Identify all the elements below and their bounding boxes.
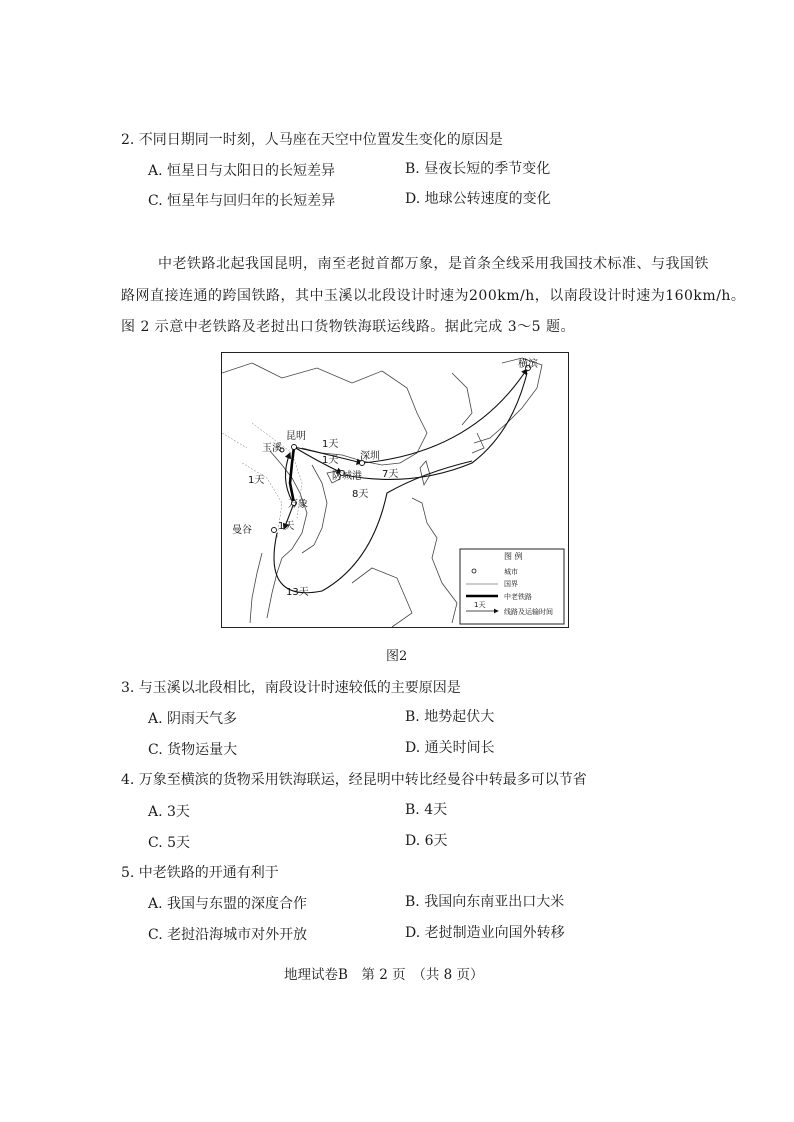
time-kunming-shenzhen: 1天 — [322, 439, 339, 450]
question-5-option-d: D. 老挝制造业向国外转移 — [405, 925, 565, 941]
kyushu — [472, 433, 484, 453]
label-yokohama: 横滨 — [518, 359, 538, 370]
legend-border: 国界 — [504, 580, 518, 588]
question-5-option-c: C. 老挝沿海城市对外开放 — [148, 927, 308, 943]
route-fangchenggang-yokohama — [344, 373, 527, 479]
page-footer: 地理试卷B 第 2 页 （共 8 页） — [284, 967, 484, 983]
label-fangchenggang: 防城港 — [332, 471, 362, 482]
question-4-option-a: A. 3天 — [148, 804, 190, 820]
question-3-option-d: D. 通关时间长 — [405, 740, 495, 756]
city-marker-kunming — [292, 445, 297, 450]
question-4-option-d: D. 6天 — [405, 833, 448, 849]
question-4-option-c: C. 5天 — [148, 835, 191, 851]
question-2-option-d: D. 地球公转速度的变化 — [405, 191, 551, 207]
city-marker-bangkok — [272, 528, 277, 533]
passage-line-3: 图 2 示意中老铁路及老挝出口货物铁海联运线路。据此完成 3～5 题。 — [121, 319, 576, 335]
question-2-stem: 2. 不同日期同一时刻，人马座在天空中位置发生变化的原因是 — [121, 132, 503, 148]
time-vientiane-kunming: 1天 — [248, 475, 265, 486]
route-shenzhen-yokohama — [362, 369, 527, 463]
legend-sample-time: 1天 — [474, 601, 486, 609]
passage-line-1: 中老铁路北起我国昆明，南至老挝首都万象，是首条全线采用我国技术标准、与我国铁 — [158, 256, 709, 272]
city-markers — [272, 366, 531, 533]
label-vientiane: 万象 — [288, 499, 308, 510]
malay-peninsula — [250, 553, 262, 623]
question-4-option-b: B. 4天 — [405, 802, 448, 818]
japan — [474, 358, 542, 443]
time-vientiane-bangkok: 1天 — [278, 521, 295, 532]
time-fangchenggang-yokohama: 8天 — [352, 489, 369, 500]
legend-city: 城市 — [504, 568, 518, 576]
figure-2-map — [221, 352, 569, 628]
taiwan — [420, 461, 430, 485]
legend-title: 图 例 — [504, 552, 523, 561]
question-2-option-a: A. 恒星日与太阳日的长短差异 — [148, 163, 336, 179]
label-shenzhen: 深圳 — [360, 451, 380, 462]
question-5-stem: 5. 中老铁路的开通有利于 — [121, 865, 279, 881]
question-4-stem: 4. 万象至横滨的货物采用铁海联运，经昆明中转比经曼谷中转最多可以节省 — [121, 772, 587, 788]
time-shenzhen-yokohama: 7天 — [382, 469, 399, 480]
borneo — [352, 568, 412, 627]
legend-city-icon — [472, 569, 476, 573]
question-2-option-b: B. 昼夜长短的季节变化 — [405, 161, 551, 177]
legend-railway: 中老铁路 — [504, 593, 532, 601]
korea — [452, 373, 472, 425]
label-yuxi: 玉溪 — [262, 443, 282, 454]
china-laos-railway — [290, 447, 294, 503]
passage-line-2: 路网直接连通的跨国铁路，其中玉溪以北段设计时速为200km/h，以南段设计时速为160km/h。 — [121, 288, 746, 304]
figure-caption: 图2 — [386, 649, 408, 664]
question-5-option-b: B. 我国向东南亚出口大米 — [405, 894, 565, 910]
time-kunming-fangchenggang: 1天 — [322, 455, 339, 466]
question-3-stem: 3. 与玉溪以北段相比，南段设计时速较低的主要原因是 — [121, 680, 461, 696]
legend-route: 线路及运输时间 — [504, 608, 553, 616]
label-kunming: 昆明 — [286, 431, 306, 442]
question-3-option-a: A. 阴雨天气多 — [148, 711, 238, 727]
question-2-option-c: C. 恒星年与回归年的长短差异 — [148, 193, 336, 209]
question-3-option-c: C. 货物运量大 — [148, 742, 238, 758]
label-bangkok: 曼谷 — [232, 525, 252, 536]
map-legend — [460, 549, 564, 624]
time-bangkok-yokohama: 13天 — [286, 587, 309, 598]
philippines — [412, 498, 457, 623]
question-5-option-a: A. 我国与东盟的深度合作 — [148, 896, 308, 912]
question-3-option-b: B. 地势起伏大 — [405, 709, 495, 725]
